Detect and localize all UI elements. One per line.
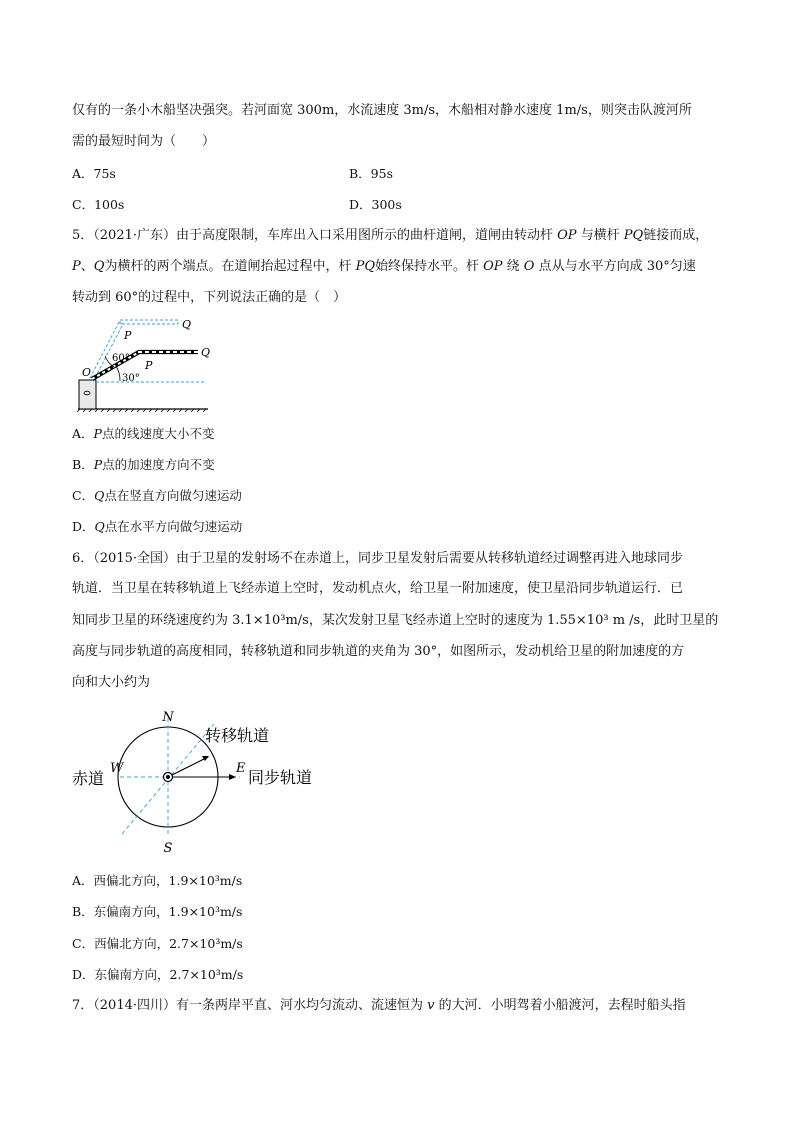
q4-option-a: A．75s: [72, 166, 116, 181]
label-sync-orbit: 同步轨道: [248, 768, 313, 787]
label-p-lower: P: [145, 359, 153, 372]
q5-option-a: A．P点的线速度大小不变: [72, 426, 215, 441]
label-angle-30: 30°: [122, 373, 140, 384]
label-transfer-orbit: 转移轨道: [205, 726, 270, 745]
q6-option-d: D．东偏南方向，2.7×10³m/s: [72, 967, 244, 982]
q6-option-a: A．西偏北方向，1.9×10³m/s: [72, 873, 243, 888]
q5-option-b: B．P点的加速度方向不变: [72, 457, 215, 472]
label-q-upper: Q: [182, 318, 192, 331]
bar-pq-upper-position: [120, 320, 178, 324]
transfer-velocity-arrow: [168, 757, 208, 777]
transfer-arrowhead: [202, 756, 209, 761]
label-angle-60: 60°: [112, 353, 130, 364]
q5-option-c: C．Q点在竖直方向做匀速运动: [72, 488, 242, 503]
gate-barrier-figure: [72, 312, 222, 412]
label-o: O: [82, 366, 92, 379]
angle-30-arc: [116, 366, 120, 381]
q5-text-line3: 转动到 60°的过程中，下列说法正确的是（ ）: [72, 290, 347, 305]
q4-option-c: C．100s: [72, 197, 125, 212]
label-east: E: [236, 761, 246, 776]
q5-text-line1: 5．（2021·广东）由于高度限制，车库出入口采用图所示的曲杆道闸，道闸由转动杆 OP 与横杆 PQ链接而成，: [72, 228, 709, 243]
q6-text-line2: 轨道．当卫星在转移轨道上飞经赤道上空时，发动机点火，给卫星一附加速度，使卫星沿同步轨道运行．已: [72, 581, 684, 596]
label-q-lower: Q: [201, 346, 211, 359]
label-north: N: [162, 710, 174, 725]
q4-text-line2: 需的最短时间为（ ）: [72, 134, 216, 149]
q5-option-d: D．Q点在水平方向做匀速运动: [72, 519, 243, 534]
q5-text-line2: P、Q为横杆的两个端点。在道闸抬起过程中，杆 PQ始终保持水平。杆 OP 绕 O 点从与水平方向成 30°匀速: [72, 259, 696, 274]
q6-text-line4: 高度与同步轨道的高度相同，转移轨道和同步轨道的夹角为 30°，如图所示，发动机给卫星的附加速度的方: [72, 644, 685, 659]
q4-option-d: D．300s: [349, 197, 402, 212]
q4-text-line1: 仅有的一条小木船坚决强突。若河面宽 300m，水流速度 3m/s，木船相对静水速度 1m/s，则突击队渡河所: [72, 103, 692, 118]
q6-text-line1: 6．（2015·全国）由于卫星的发射场不在赤道上，同步卫星发射后需要从转移轨道经过调整再进入地球同步: [72, 551, 683, 566]
q6-option-c: C．西偏北方向，2.7×10³m/s: [72, 936, 243, 951]
q6-option-b: B．东偏南方向，1.9×10³m/s: [72, 904, 243, 919]
satellite-orbit-figure: [72, 706, 342, 856]
q6-text-line3: 知同步卫星的环绕速度约为 3.1×10³m/s，某次发射卫星飞经赤道上空时的速度为 1.55×10³ m /s，此时卫星的: [72, 613, 719, 628]
label-south: S: [163, 841, 173, 856]
q4-option-b: B．95s: [349, 166, 394, 181]
sync-arrowhead: [229, 774, 236, 780]
label-p-upper: P: [124, 329, 132, 342]
q6-text-line5: 向和大小约为: [72, 675, 151, 690]
label-west: W: [110, 761, 124, 776]
q7-text-line1: 7．（2014·四川）有一条两岸平直、河水均匀流动、流速恒为 v 的大河．小明驾着小船渡河，去程时船头指: [72, 998, 686, 1013]
label-equator: 赤道: [72, 769, 105, 788]
